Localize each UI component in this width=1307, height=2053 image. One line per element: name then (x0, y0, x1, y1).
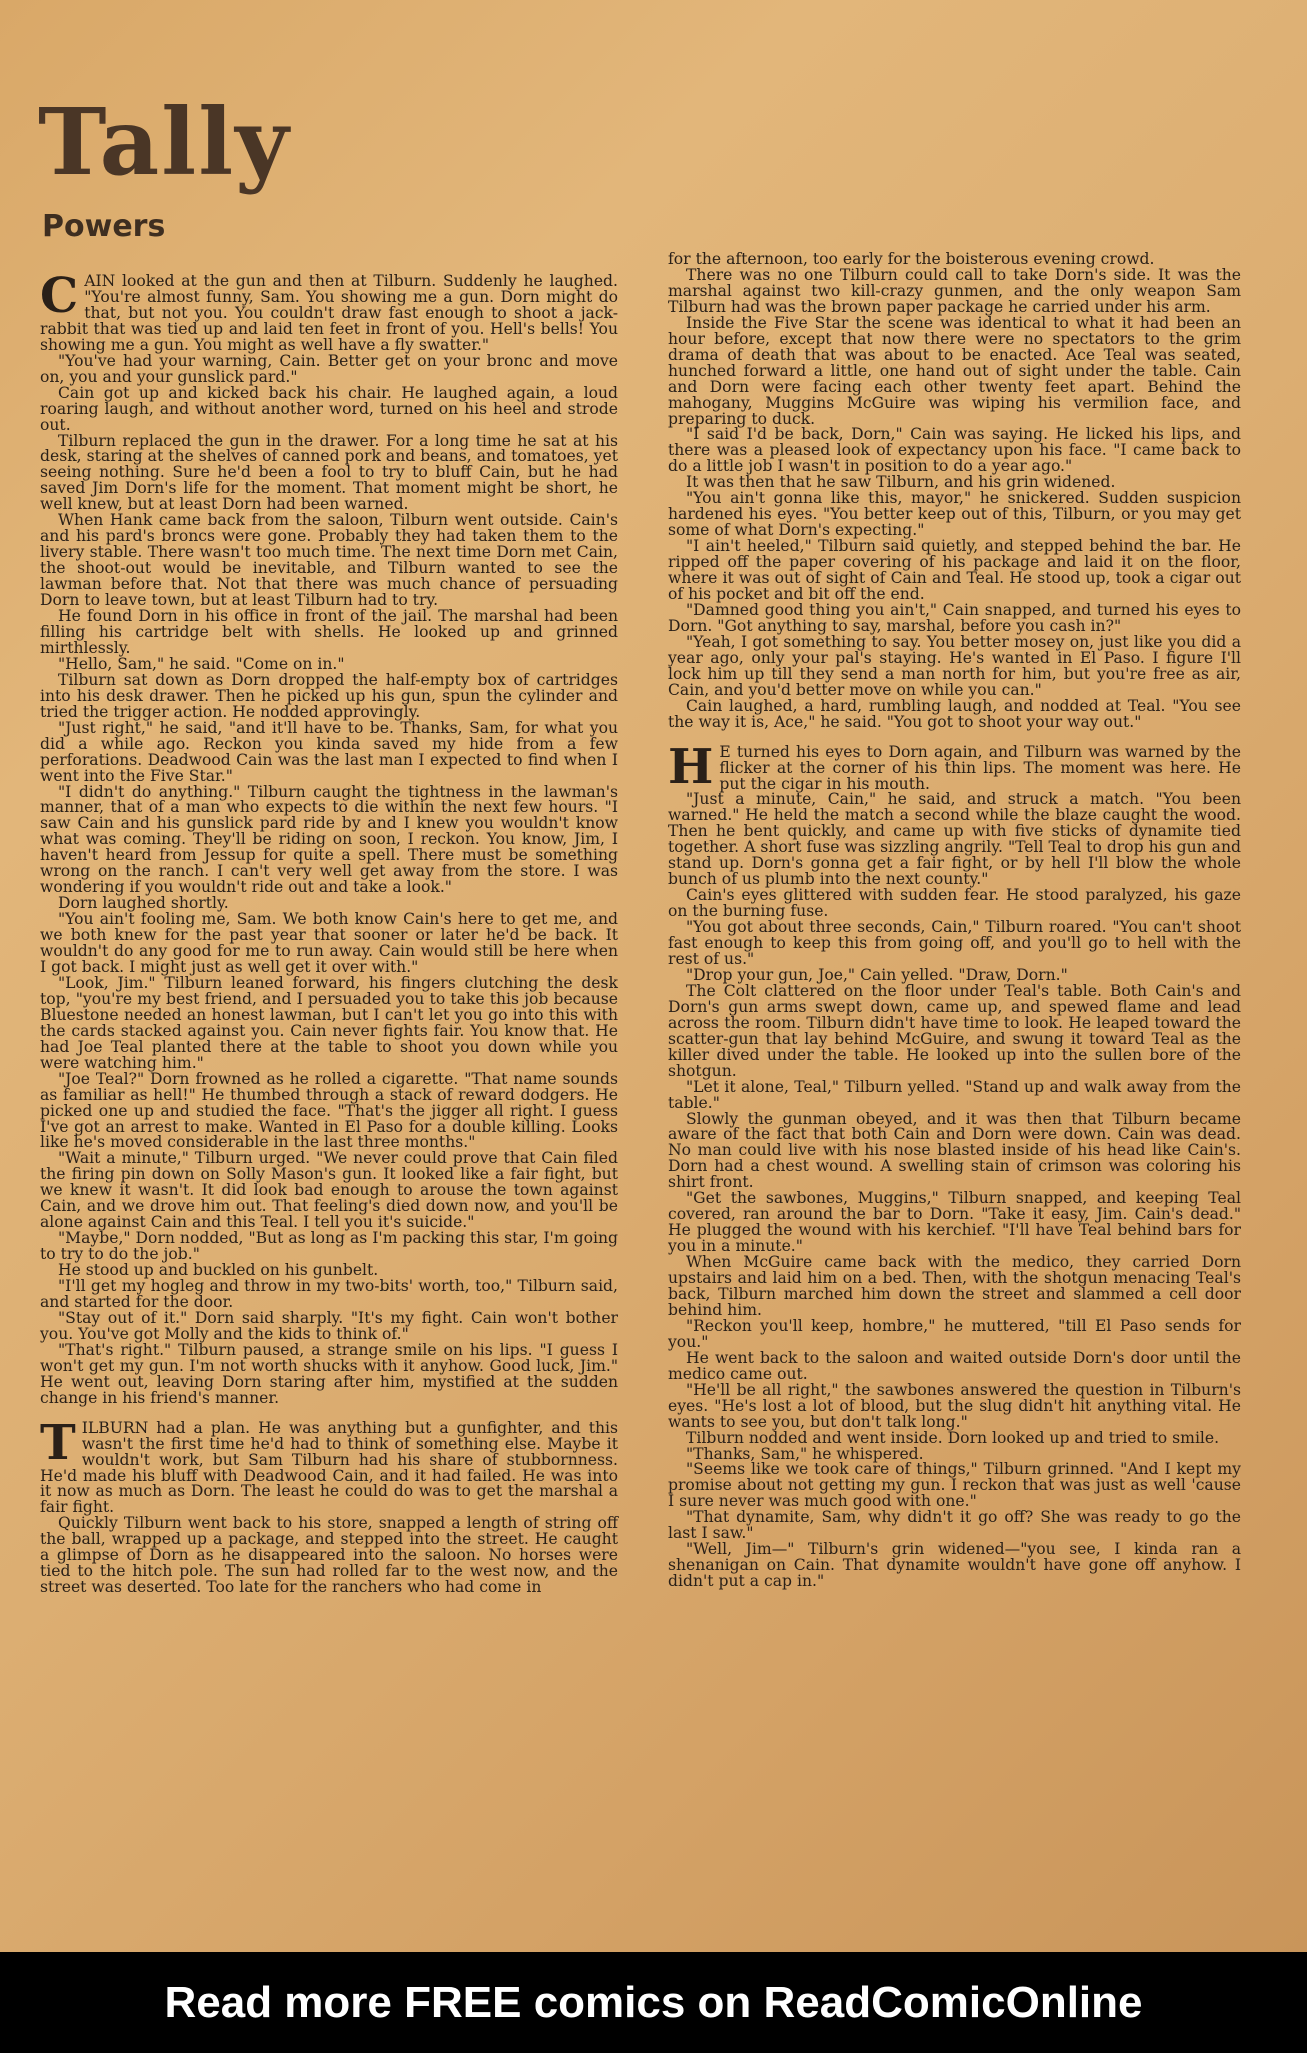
drop-cap: H (668, 738, 714, 795)
paragraph-text: "Hello, Sam," he said. "Come on in." (58, 654, 345, 673)
paragraph (668, 265, 1241, 316)
paragraph (668, 792, 1241, 888)
paragraph (668, 1109, 1241, 1192)
story-author: Powers (42, 209, 166, 244)
paragraph-text: "Well, Jim—" Tilburn's grin widened—"you see, I kinda ran a shenanigan on Cain. That dynamite wouldn't have gone off anyhow. I didn't put a cap in." (668, 1540, 1241, 1591)
text-column-left (40, 268, 618, 1597)
paragraph-text: "He'll be all right," the sawbones answered the question in Tilburn's eyes. "He's lost a lot of blood, but the slug didn't hit anything vital. He wants to see you, but don't talk long." (668, 1380, 1241, 1431)
paragraph-text: The Colt clattered on the floor under Teal's table. Both Cain's and Dorn's gun arms swept down, came up, and spewed flame and lead across the room. Tilburn didn't have time to look. He leaped toward the scatter-gun that lay behind McGuire, and swung it toward Teal as the killer dived under the table. He looked up into the sullen bore of the shotgun. (668, 981, 1241, 1080)
paragraph (40, 1151, 618, 1231)
paragraph (668, 888, 1241, 920)
paragraph-text: Slowly the gunman obeyed, and it was then that Tilburn became aware of the fact that both Cain and Dorn were down. Cain was dead. No man could live with his nose blasted inside of his head like Cain's. Dorn had a chest wound. A swelling stain of crimson was coloring his shirt front. (668, 1109, 1241, 1192)
paragraph-text: "Get the sawbones, Muggins," Tilburn snapped, and keeping Teal covered, ran around the bar to Dorn. "Take it easy, Jim. Cain's dead." He plugged the wound with his kerchief. "I'll have Teal behind bars for you in a minute." (668, 1189, 1241, 1256)
paragraph (668, 1348, 1241, 1383)
paragraph-text: "That dynamite, Sam, why didn't it go off? She was ready to go the last I saw." (668, 1508, 1241, 1543)
drop-cap: T (40, 1414, 76, 1471)
paragraph-text: "Joe Teal?" Dorn frowned as he rolled a cigarette. "That name sounds as familiar as hell!" He thumbed through a stack of reward dodgers. He picked one up and studied the face. "That's the jigger all right. I guess I've got an arrest to make. Wanted in El Paso for a double killing. Looks like he's moved considerable in the last three months." (40, 1069, 618, 1152)
paragraph (40, 1069, 618, 1152)
paragraph (668, 1380, 1241, 1431)
paragraph (40, 1231, 618, 1263)
paragraph (668, 313, 1241, 428)
paragraph-text: When Hank came back from the saloon, Tilburn went outside. Cain's and his pard's broncs were gone. Probably they had taken them to the livery stable. There wasn't too much time. The next time Dorn met Cain, the shoot-out would be inevitable, and Tilburn wanted to see the lawman before that. Not that there was much chance of persuading Dorn to leave town, but at least Tilburn had to try. (40, 511, 618, 610)
paragraph-text: "You got about three seconds, Cain," Tilburn roared. "You can't shoot fast enough to keep this from going off, and you'll go to hell with the rest of us." (668, 918, 1241, 968)
paragraph-text: It was then that he saw Tilburn, and his grin widened. (686, 473, 1116, 492)
paragraph (40, 973, 618, 1072)
paragraph (40, 609, 618, 657)
paragraph-text: Cain laughed, a hard, rumbling laugh, and nodded at Teal. "You see the way it is, Ace," he said. "You got to shoot your way out." (668, 696, 1241, 731)
paragraph (40, 1279, 618, 1311)
paragraph (668, 1255, 1241, 1319)
paragraph-text: "I'll get my hogleg and throw in my two-bits' worth, too," Tilburn said, and started for the door. (40, 1277, 618, 1311)
paragraph-text: "Thanks, Sam," he whispered. (686, 1444, 924, 1463)
paragraph-text: "Look, Jim." Tilburn leaned forward, his fingers clutching the desk top, "you're my best friend, and I persuaded you to take this job because Bluestone needed an honest lawman, but I can't let you go into this with the cards stacked against you. Cain never fights fair. You know that. He had Joe Teal planted there at the table to shoot you down while you were watching him." (40, 973, 618, 1072)
paragraph-text: Tilburn nodded and went inside. Dorn looked up and tried to smile. (686, 1428, 1220, 1447)
paragraph-text: "I didn't do anything." Tilburn caught the tightness in the lawman's manner, that of a man who expects to die within the next few hours. "I saw Cain and his gunslick pard ride by and I knew you wouldn't know what was coming. They'll be riding on soon, I reckon. You know, Jim, I haven't heard from Jessup for quite a spell. There must be something wrong on the ranch. I can't very well get away from the store. I was wondering if you wouldn't ride out and take a look." (40, 782, 618, 897)
paragraph-text: He stood up and buckled on his gunbelt. (58, 1261, 379, 1280)
paragraph-text: Inside the Five Star the scene was identical to what it had been an hour before, except that now there were no spectators to the grim drama of death that was about to be enacted. Ace Teal was seated, hunched forward a little, one hand out of sight under the table. Cain and Dorn were facing each other twenty feet apart. Behind the mahogany, Muggins McGuire was wiping his vermilion face, and preparing to duck. (668, 313, 1241, 428)
paragraph (40, 383, 618, 434)
paragraph-text: "Let it alone, Teal," Tilburn yelled. "Stand up and walk away from the table." (668, 1077, 1241, 1112)
paragraph-text: "Maybe," Dorn nodded, "But as long as I'm packing this star, I'm going to try to do the job." (40, 1229, 618, 1264)
paragraph (40, 912, 618, 976)
paragraph (40, 351, 618, 386)
paragraph-text: ILBURN had a plan. He was anything but a gunfighter, and this wasn't the first time he'd had to think of something else. Maybe it wouldn't work, but Sam Tilburn had his share of stubbornness. He'd made his bluff with Deadwood Cain, and it had failed. He was into it now as much as Dorn. The least he could do was to get the marshal a fair fight. (40, 1418, 618, 1517)
drop-cap: C (40, 268, 79, 324)
paragraph-text: "Wait a minute," Tilburn urged. "We never could prove that Cain filed the firing pin down on Solly Mason's gun. It looked like a fair fight, but we knew it wasn't. It did look bad enough to arouse the town against Cain, and we drove him out. That feeling's died down now, and you'll be alone against Cain and this Teal. I tell you it's suicide." (40, 1149, 618, 1232)
paragraph (668, 600, 1241, 635)
paragraph-text: "Reckon you'll keep, hombre," he muttered, "till El Paso sends for you." (668, 1316, 1241, 1351)
paragraph-text: E turned his eyes to Dorn again, and Tilburn was warned by the flicker at the corner of his thin lips. The moment was here. He put the cigar in his mouth. (719, 742, 1241, 793)
paragraph-text: There was no one Tilburn could call to take Dorn's side. It was the marshal against two kill-crazy gunmen, and the only weapon Sam Tilburn had was the brown paper package he carried under his arm. (668, 265, 1241, 316)
paragraph (40, 431, 618, 514)
paragraph-text: "Just right," he said, "and it'll have to be. Thanks, Sam, for what you did a while ago. Reckon you kinda saved my hide from a few perforations. Deadwood Cain was the last man I expected to find when I went into the Five Star." (40, 718, 618, 785)
paragraph-text: "Drop your gun, Joe," Cain yelled. "Draw, Dorn." (686, 965, 1068, 984)
paragraph (668, 1510, 1241, 1542)
paragraph-text: "That's right." Tilburn paused, a strange smile on his lips. "I guess I won't get my gun. I'm not worth shucks with it anyhow. Good luck, Jim." He went out, leaving Dorn staring after him, mystified at the sudden change in his friend's manner. (40, 1340, 618, 1407)
paragraph-text: Dorn laughed shortly. (58, 894, 229, 913)
paragraph (668, 1542, 1241, 1590)
paragraph-text: Cain's eyes glittered with sudden fear. He stood paralyzed, his gaze on the burning fuse. (668, 886, 1241, 921)
paragraph-text: "You ain't gonna like this, mayor," he snickered. Sudden suspicion hardened his eyes. "You better keep out of this, Tilburn, or you may get some of what Dorn's expecting." (668, 489, 1241, 540)
text-column-right (668, 252, 1241, 1590)
paragraph-text: Tilburn replaced the gun in the drawer. For a long time he sat at his desk, staring at the shelves of canned pork and beans, and tomatoes, yet seeing nothing. Sure he'd been a fool to try to bluff Cain, but he had saved Jim Dorn's life for the moment. That moment might be short, he well knew, but at least Dorn had been warned. (40, 431, 618, 514)
paragraph-text: He found Dorn in his office in front of the jail. The marshal had been filling his cartridge belt with shells. He looked up and grinned mirthlessly. (40, 607, 618, 657)
paragraph (668, 1077, 1241, 1112)
paragraph-text: "Yeah, I got something to say. You better mosey on, just like you did a year ago, only your pal's staying. He's wanted in El Paso. I figure I'll lock him up till they send a man north for him, but you're free as air, Cain, and you'd better move on while you can." (668, 632, 1241, 699)
paragraph (668, 738, 1241, 795)
paragraph (668, 427, 1241, 475)
paragraph-text: "I ain't heeled," Tilburn said quietly, and stepped behind the bar. He ripped off the paper covering of his package and laid it on the floor, where it was out of sight of Cain and Teal. He stood up, took a cigar out of his pocket and bit off the end. (668, 537, 1241, 604)
paragraph-text: Cain got up and kicked back his chair. He laughed again, a loud roaring laugh, and without another word, turned on his heel and strode out. (40, 383, 618, 434)
paragraph (40, 513, 618, 609)
paragraph-text: Quickly Tilburn went back to his store, snapped a length of string off the ball, wrapped up a package, and stepped into the street. He caught a glimpse of Dorn as he disappeared into the saloon. No horses were tied to the hitch pole. The sun had rolled far to the west now, and the street was deserted. Too late for the ranchers who had come in (40, 1514, 618, 1597)
promo-footer-text[interactable]: Read more FREE comics on ReadComicOnline (164, 1977, 1143, 2027)
paragraph-text: "Damned good thing you ain't," Cain snapped, and turned his eyes to Dorn. "Got anything to say, marshal, before you cash in?" (668, 600, 1241, 635)
paragraph (668, 696, 1241, 731)
story-title: Tally (38, 88, 291, 196)
paragraph (40, 718, 618, 785)
paragraph-text: He went back to the saloon and waited outside Dorn's door until the medico came out. (668, 1348, 1241, 1383)
paragraph-text: "I said I'd be back, Dorn," Cain was saying. He licked his lips, and there was a pleased look of expectancy upon his face. "I came back to do a little job I wasn't in position to do a year ago." (668, 425, 1241, 476)
paragraph (40, 1414, 618, 1517)
paragraph-text: for the afternoon, too early for the boisterous evening crowd. (668, 250, 1155, 268)
paragraph-text: "Seems like we took care of things," Tilburn grinned. "And I kept my promise about not getting my gun. I reckon that was just as well 'cause I sure never was much good with one." (668, 1460, 1241, 1511)
paragraph (40, 1516, 618, 1596)
paragraph (40, 1340, 618, 1407)
paragraph-text: "You've had your warning, Cain. Better get on your bronc and move on, you and your gunslick pard." (40, 351, 618, 386)
paragraph (668, 920, 1241, 968)
paragraph-text: When McGuire came back with the medico, they carried Dorn upstairs and laid him on a bed. Then, with the shotgun menacing Teal's back, Tilburn marched him down the street and slammed a cell door behind him. (668, 1253, 1241, 1319)
promo-footer-banner[interactable] (0, 1952, 1307, 2053)
paragraph (668, 491, 1241, 539)
paragraph (40, 670, 618, 721)
paragraph-text: Tilburn sat down as Dorn dropped the half-empty box of cartridges into his desk drawer. Then he picked up his gun, spun the cylinder and tried the trigger action. He nodded approvingly. (40, 670, 618, 721)
paragraph (668, 1316, 1241, 1351)
paragraph (668, 539, 1241, 603)
paragraph (40, 1308, 618, 1343)
paragraph (668, 981, 1241, 1080)
paragraph (668, 1191, 1241, 1255)
paragraph (40, 782, 618, 897)
paragraph (668, 1462, 1241, 1510)
paragraph-text: "Just a minute, Cain," he said, and struck a match. "You been warned." He held the match a second while the blaze caught the wood. Then he bent quickly, and came up with five sticks of dynamite tied together. A short fuse was sizzling angrily. "Tell Teal to drop his gun and stand up. Dorn's gonna get a fair fight, or by hell I'll blow the whole bunch of us plumb into the next county." (668, 790, 1241, 889)
paragraph (40, 268, 618, 354)
paragraph-text: AIN looked at the gun and then at Tilburn. Suddenly he laughed. "You're almost funny, Sam. You showing me a gun. Dorn might do that, but not you. You couldn't draw fast enough to shoot a jack-rabbit that was tied up and laid ten feet in front of you. Hell's bells! You showing me a gun. You might as well have a fly swatter." (40, 272, 618, 354)
paragraph-text: "You ain't fooling me, Sam. We both know Cain's here to get me, and we both knew for the past year that sooner or later he'd be back. It wouldn't do any good for me to run away. Cain would still be here when I got back. I might just as well get it over with." (40, 910, 618, 976)
paragraph (668, 632, 1241, 699)
paragraph-text: "Stay out of it." Dorn said sharply. "It's my fight. Cain won't bother you. You've got Molly and the kids to think of." (40, 1308, 618, 1343)
